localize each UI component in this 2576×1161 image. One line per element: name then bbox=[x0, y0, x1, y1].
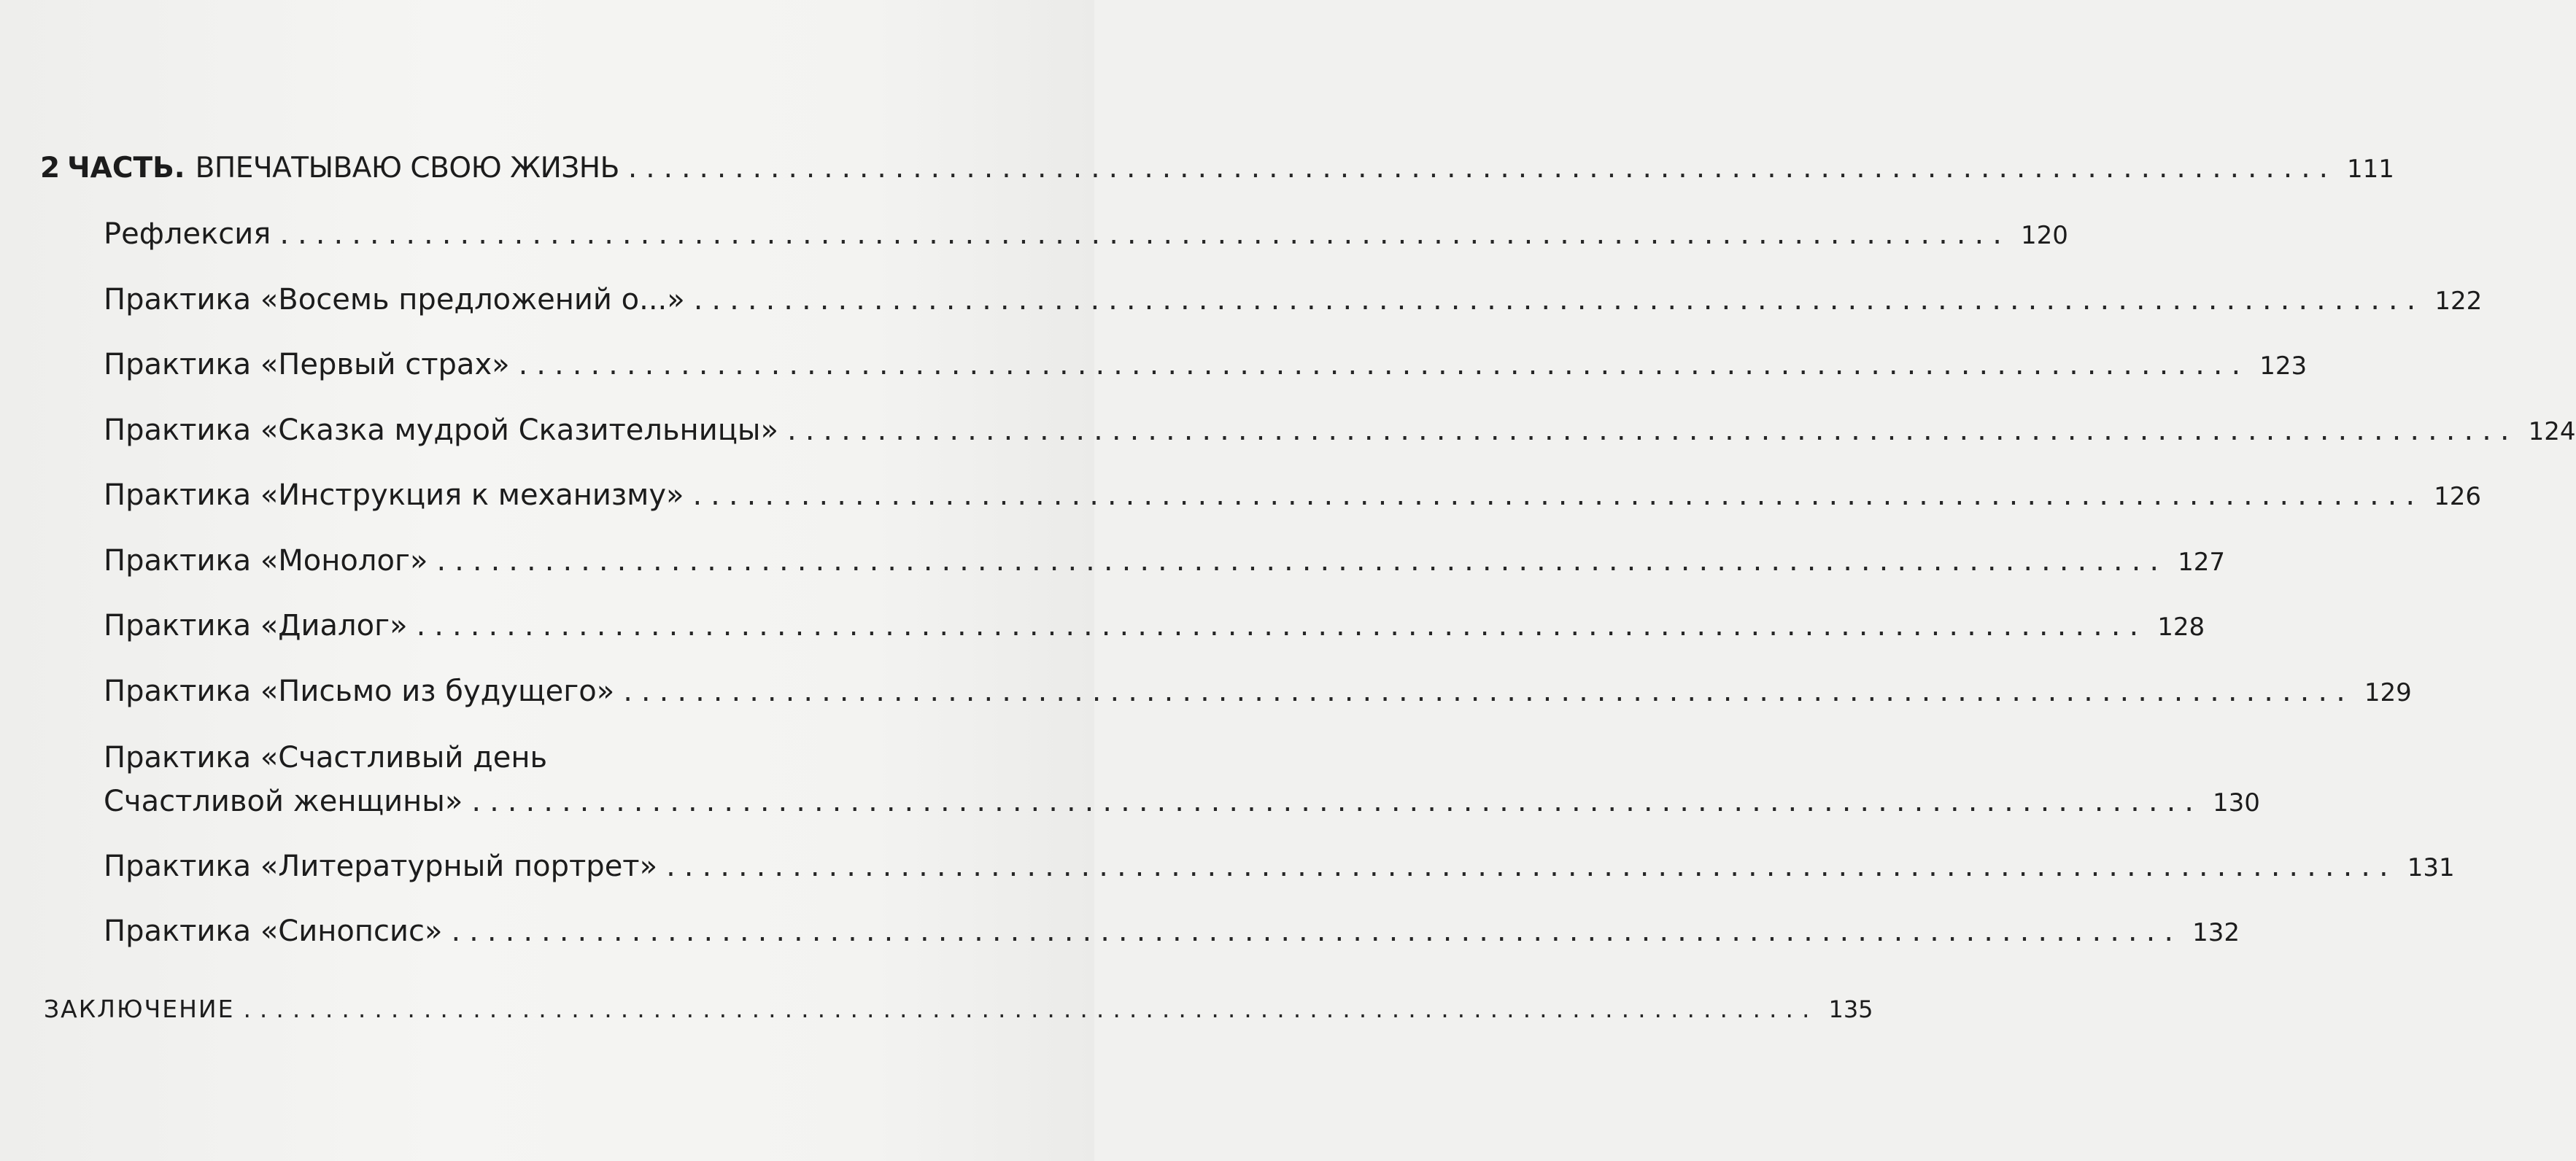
entry-title: Практика «Литературный портрет» bbox=[104, 850, 658, 883]
entry-title: Практика «Синопсис» bbox=[104, 915, 443, 948]
dot-leader: ................................................................................................ bbox=[279, 217, 2011, 251]
entry-title: Практика «Монолог» bbox=[104, 544, 428, 578]
entry-title-line2: Счастливой женщины» bbox=[104, 785, 463, 818]
dot-leader: ................................................................................................ bbox=[627, 152, 2337, 185]
part-label: ЧАСТЬ. bbox=[67, 152, 185, 185]
dot-leader: ................................................................................................ bbox=[451, 915, 2183, 948]
toc-entry bbox=[104, 850, 2455, 883]
entry-title: Практика «Письмо из будущего» bbox=[104, 675, 615, 708]
page-number: 122 bbox=[2434, 287, 2483, 316]
page-number: 130 bbox=[2213, 788, 2260, 818]
page-number: 111 bbox=[2346, 155, 2394, 184]
toc-entry bbox=[104, 348, 2308, 381]
page-number: 124 bbox=[2528, 417, 2576, 446]
dot-leader: ................................................................................................ bbox=[693, 283, 2425, 317]
page-number: 120 bbox=[2020, 221, 2068, 250]
toc-entry bbox=[104, 478, 2481, 512]
part-title: ВПЕЧАТЫВАЮ СВОЮ ЖИЗНЬ bbox=[195, 152, 619, 185]
toc-entry bbox=[104, 217, 2068, 251]
toc-entry bbox=[104, 785, 2260, 818]
dot-leader: ................................................................................................ bbox=[666, 850, 2397, 883]
page-number: 135 bbox=[1828, 995, 1873, 1023]
page-number: 131 bbox=[2407, 853, 2455, 882]
entry-title: Практика «Сказка мудрой Сказительницы» bbox=[104, 413, 778, 447]
toc-entry bbox=[104, 544, 2225, 578]
part-number: 2 bbox=[40, 152, 61, 185]
entry-title-line1: Практика «Счастливый день bbox=[104, 741, 548, 774]
dot-leader: ................................................................................................ bbox=[416, 609, 2148, 642]
dot-leader: ................................................................................................ bbox=[623, 675, 2354, 708]
dot-leader: ................................................................................................ bbox=[436, 544, 2168, 578]
toc-part-heading bbox=[40, 152, 2394, 185]
dot-leader: ................................................................................................ bbox=[692, 478, 2424, 512]
entry-title: Практика «Восемь предложений о...» bbox=[104, 283, 685, 317]
page-number: 128 bbox=[2157, 613, 2205, 642]
page-number: 127 bbox=[2178, 548, 2225, 577]
dot-leader: ................................................................................................ bbox=[243, 995, 1819, 1023]
toc-entry bbox=[104, 675, 2412, 708]
toc-entry bbox=[104, 283, 2483, 317]
toc-conclusion bbox=[44, 995, 1873, 1023]
toc-entry bbox=[104, 609, 2205, 642]
page-number: 132 bbox=[2192, 918, 2240, 947]
entry-title: Практика «Первый страх» bbox=[104, 348, 510, 381]
entry-title: Рефлексия bbox=[104, 217, 271, 251]
dot-leader: ................................................................................................ bbox=[518, 348, 2250, 381]
dot-leader: ................................................................................................ bbox=[786, 413, 2518, 447]
conclusion-title: ЗАКЛЮЧЕНИЕ bbox=[44, 995, 235, 1023]
page-number: 123 bbox=[2259, 352, 2308, 381]
toc-entry bbox=[104, 413, 2576, 447]
entry-title: Практика «Инструкция к механизму» bbox=[104, 478, 684, 512]
entry-title: Практика «Диалог» bbox=[104, 609, 408, 642]
toc-entry bbox=[104, 915, 2240, 948]
dot-leader: ................................................................................................ bbox=[471, 785, 2202, 818]
page-number: 129 bbox=[2364, 678, 2412, 707]
page-number: 126 bbox=[2434, 482, 2481, 511]
